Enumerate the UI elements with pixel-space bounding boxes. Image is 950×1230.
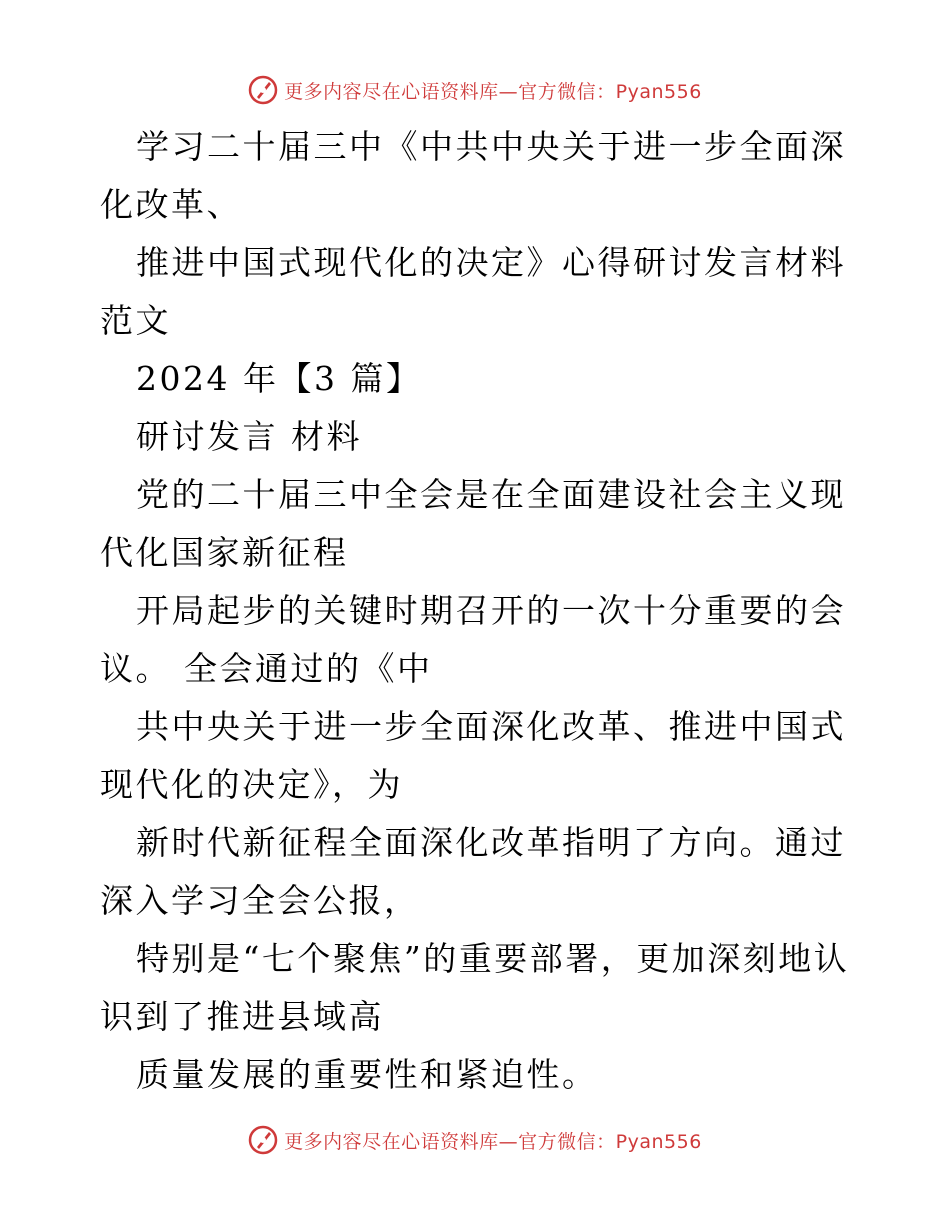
paragraph: 质量发展的重要性和紧迫性。 [136,1055,598,1094]
paragraph: 新时代新征程全面深化改革指明了方向。通过深入学习全会公报， [100,823,846,920]
paragraph: 学习二十届三中《中共中央关于进一步全面深化改革、 [100,127,846,224]
paragraph: 研讨发言 材料 [136,417,362,456]
footer-watermark [0,1120,950,1160]
paragraph: 推进中国式现代化的决定》心得研讨发言材料范文 [100,243,846,340]
paragraph: 2024 年【3 篇】 [136,359,422,398]
paragraph: 党的二十届三中全会是在全面建设社会主义现代化国家新征程 [100,475,846,572]
quill-pen-logo-icon [248,1125,278,1155]
header-watermark-text: 更多内容尽在心语资料库—官方微信：Pyan556 [284,80,702,103]
paragraph: 特别是“七个聚焦”的重要部署，更加深刻地认识到了推进县域高 [100,939,850,1036]
paragraph: 开局起步的关键时期召开的一次十分重要的会议。 全会通过的《中 [100,591,846,688]
header-watermark [0,70,950,110]
quill-pen-logo-icon [248,75,278,105]
footer-watermark-text: 更多内容尽在心语资料库—官方微信：Pyan556 [284,1130,702,1153]
paragraph: 共中央关于进一步全面深化改革、推进中国式现代化的决定》，为 [100,707,846,804]
document-body [100,118,860,1104]
